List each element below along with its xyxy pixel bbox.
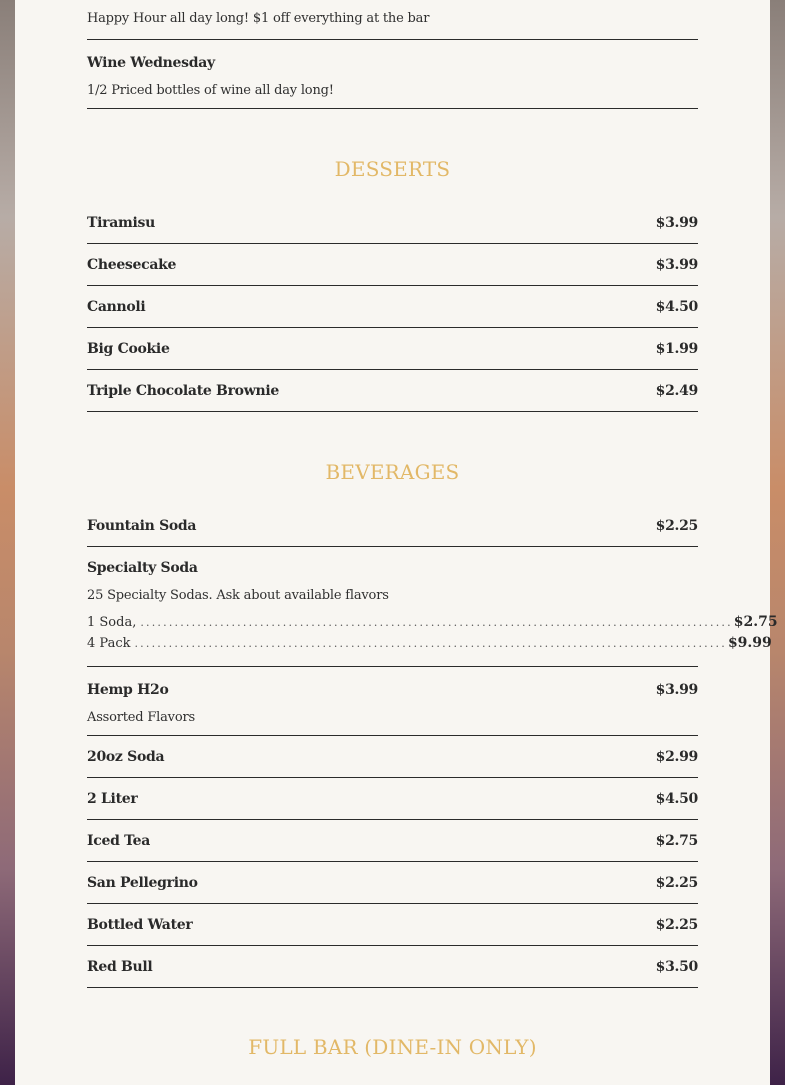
item-price: $2.49 xyxy=(655,383,698,399)
item-name: San Pellegrino xyxy=(87,875,198,891)
item-description: 25 Specialty Sodas. Ask about available flavors xyxy=(87,588,389,603)
item-name: Tiramisu xyxy=(87,215,155,231)
option-label: 4 Pack xyxy=(87,636,131,651)
item-price: $2.25 xyxy=(655,917,698,933)
section-title-full-bar: FULL BAR (DINE-IN ONLY) xyxy=(248,1035,537,1059)
item-name: 2 Liter xyxy=(87,791,138,807)
item-price: $2.75 xyxy=(655,833,698,849)
item-price: $4.50 xyxy=(655,299,698,315)
menu-item xyxy=(87,328,698,370)
item-price: $3.99 xyxy=(655,257,698,273)
background-left xyxy=(0,0,15,1085)
item-price: $4.50 xyxy=(655,791,698,807)
item-price: $3.99 xyxy=(655,215,698,231)
item-name: Red Bull xyxy=(87,959,153,975)
item-price: $1.99 xyxy=(655,341,698,357)
menu-item xyxy=(87,904,698,946)
item-name: Bottled Water xyxy=(87,917,193,933)
desserts-list xyxy=(87,202,698,412)
menu-item-hemp-h2o xyxy=(87,667,698,736)
item-name: 20oz Soda xyxy=(87,749,165,765)
item-description: Assorted Flavors xyxy=(87,710,195,725)
menu-item-specialty-soda xyxy=(87,547,778,667)
option-price: $9.99 xyxy=(727,635,772,651)
menu-item-fountain-soda xyxy=(87,505,698,547)
item-name: Iced Tea xyxy=(87,833,151,849)
specials-section xyxy=(87,0,698,109)
item-name: Fountain Soda xyxy=(87,518,197,534)
menu-item xyxy=(87,778,698,820)
background-right xyxy=(770,0,785,1085)
price-options xyxy=(87,614,778,656)
menu-item xyxy=(87,862,698,904)
menu-item-happy-hour xyxy=(87,0,698,40)
item-price: $3.50 xyxy=(655,959,698,975)
section-title-beverages: BEVERAGES xyxy=(325,460,460,484)
item-name: Cannoli xyxy=(87,299,146,315)
menu-item xyxy=(87,736,698,778)
option-price: $2.75 xyxy=(733,614,778,630)
item-price: $3.99 xyxy=(655,682,698,698)
item-price: $2.25 xyxy=(655,518,698,534)
menu-item xyxy=(87,286,698,328)
leader-dots: ........................................................................................................ xyxy=(134,637,727,650)
menu-item xyxy=(87,370,698,412)
item-name: Cheesecake xyxy=(87,257,177,273)
item-name: Wine Wednesday xyxy=(87,55,215,71)
menu-card xyxy=(15,0,778,1085)
item-price: $2.99 xyxy=(655,749,698,765)
menu-item xyxy=(87,946,698,988)
menu-item-wine-wednesday xyxy=(87,40,698,109)
price-option xyxy=(87,614,778,635)
menu-item xyxy=(87,244,698,286)
price-option xyxy=(87,635,772,656)
item-description: Happy Hour all day long! $1 off everything at the bar xyxy=(87,11,430,26)
beverages-list xyxy=(87,505,778,988)
leader-dots: ........................................................................................................ xyxy=(140,616,733,629)
item-name: Triple Chocolate Brownie xyxy=(87,383,279,399)
beverages-simple-list xyxy=(87,736,698,988)
item-name: Specialty Soda xyxy=(87,560,198,576)
item-price: $2.25 xyxy=(655,875,698,891)
item-description: 1/2 Priced bottles of wine all day long! xyxy=(87,83,334,98)
section-title-desserts: DESSERTS xyxy=(334,157,451,181)
item-name: Big Cookie xyxy=(87,341,170,357)
menu-item xyxy=(87,820,698,862)
item-name: Hemp H2o xyxy=(87,682,169,698)
option-label: 1 Soda, xyxy=(87,615,137,630)
menu-item xyxy=(87,202,698,244)
